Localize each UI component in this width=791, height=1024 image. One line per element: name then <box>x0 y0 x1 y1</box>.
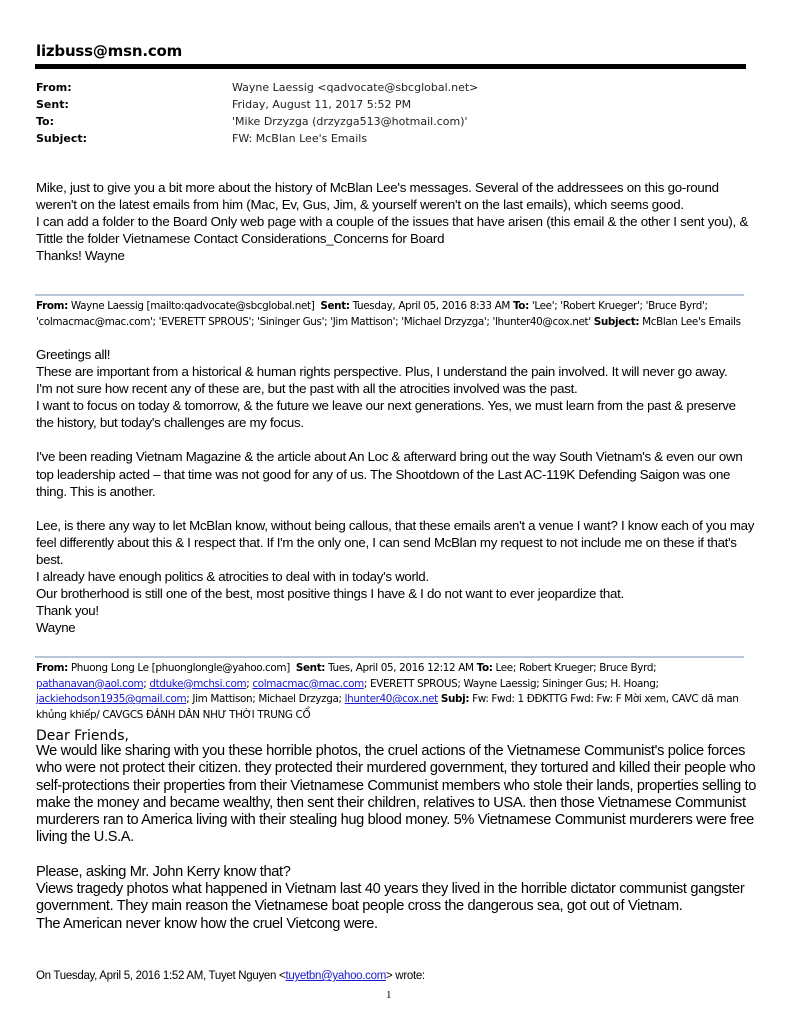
greeting: Dear Friends, <box>36 728 129 744</box>
fwd-to-value: Lee; Robert Krueger; Bruce Byrd; <box>495 662 657 674</box>
email-link[interactable]: dtduke@mchsi.com <box>149 677 247 690</box>
fwd-from-value: Phuong Long Le [phuonglongle@yahoo.com] <box>70 662 290 674</box>
email-link[interactable]: pathanavan@aol.com <box>36 677 144 690</box>
fwd-to-label: To: <box>512 300 529 312</box>
email-link[interactable]: lhunter40@cox.net <box>344 693 438 705</box>
fwd-subject-value: McBlan Lee's Emails <box>642 315 741 328</box>
quote-prefix: On Tuesday, April 5, 2016 1:52 AM, Tuyet Nguyen < <box>36 970 286 982</box>
signature: Wayne <box>36 620 76 636</box>
sent-value: Friday, August 11, 2017 5:52 PM <box>232 98 412 111</box>
body-paragraph: Lee, is there any way to let McBlan know, without being callous, that these emails aren't a venue I want? I know each of you may feel differently about this & I respect that. If I'm the only one, I can send McBlan my request to not include me on these if that's best. <box>36 517 755 567</box>
from-value: Wayne Laessig <qadvocate@sbcglobal.net> <box>232 81 479 94</box>
body-paragraph: Views tragedy photos what happened in Vietnam last 40 years they lived in the horrible dictator communist gangster government. They main reason the Vietnamese boat people cross the dangerous sea, got out of Vietnam. <box>36 881 745 915</box>
forward-separator <box>35 656 744 658</box>
message-paragraph: Mike, just to give you a bit more about the history of McBlan Lee's messages. Several of the addressees on this go-round weren't on the latest emails from him (Mac, Ev, Gus, Jim, & yourself weren't on the last emails), which seems good. <box>36 180 719 212</box>
blank-line <box>36 500 756 517</box>
sent-label: Sent: <box>36 98 69 111</box>
account-rule <box>35 64 746 69</box>
body-paragraph: These are important from a historical & human rights perspective. Plus, I understand the pain involved. It will never go away. <box>36 364 728 380</box>
subject-label: Subject: <box>36 132 88 145</box>
forward-body <box>36 743 766 933</box>
subject-value: FW: McBlan Lee's Emails <box>232 132 368 145</box>
fwd-sent-label: Sent: <box>295 662 326 674</box>
to-label: To: <box>36 115 54 128</box>
message-paragraph: I can add a folder to the Board Only web page with a couple of the issues that have arisen (this email & the other I sent you), & Tittle the folder Vietnamese Contact Considerations_Concerns for Board <box>36 214 749 246</box>
body-paragraph: I've been reading Vietnam Magazine & the article about An Loc & afterward bring out the way South Vietnam's & even our own top leadership acted – that time was not good for any of us. The Shootdown of the Last AC-119K Defending Saigon was one thing. This is another. <box>36 449 743 499</box>
forward-separator <box>35 294 744 296</box>
body-paragraph: Our brotherhood is still one of the best, most positive things I have & I do not want to ever jeopardize that. <box>36 586 624 602</box>
quote-suffix: > wrote: <box>386 970 425 982</box>
body-paragraph: Thank you! <box>36 603 99 619</box>
body-paragraph: I want to focus on today & tomorrow, & the future we leave our next generations. Yes, we must learn from the past & preserve the history, but today's challenges are my focus. <box>36 398 736 431</box>
body-paragraph: We would like sharing with you these horrible photos, the cruel actions of the Vietnamese Communist's police forces who were not protect their citizen. they protected their murdered government, they tortured and killed their people who self-protections their properties from their Vietnamese Communist members who stole their lands, properties selling to make the money and became wealthy, then sent their children, relatives to USA. then those Vietnamese Communist murderers ran to America living with their stealing hug blood money. 5% Vietnamese Communist murderers were free living the U.S.A. <box>36 743 757 846</box>
from-label: From: <box>36 81 72 94</box>
blank-line <box>36 847 766 864</box>
fwd-subject-label: Subj: <box>440 693 470 705</box>
page-number: 1 <box>386 989 392 1001</box>
blank-line <box>36 431 756 448</box>
fwd-subject-label: Subject: <box>593 315 640 328</box>
body-paragraph: I already have enough politics & atrocities to deal with in today's world. <box>36 569 429 585</box>
forward-body <box>36 346 756 636</box>
header-subject-row <box>36 130 736 147</box>
fwd-subject-value: Fw: Fwd: 1 ĐĐKTTG Fwd: Fw: F Mời xem, CAVC dã man khủng khiếp/ CAVGCS ĐÁNH DÂN NHƯ THỜI TRUNG CỔ <box>36 693 739 721</box>
fwd-from-label: From: <box>36 662 68 674</box>
fwd-sent-value: Tuesday, April 05, 2016 8:33 AM <box>352 300 510 312</box>
fwd-from-label: From: <box>36 300 68 312</box>
forward-header: From: Phuong Long Le [phuonglongle@yahoo.com] Sent: Tues, April 05, 2016 12:12 AM To: Lee; Robert Krueger; Bruce Byrd; pathanavan@aol.com; dtduke@mchsi.com; colmacmac@mac.com; EVERETT SPROUS; Wayne Laessig; Sininger Gus; H. Hoang; jackiehodson1935@gmail.com; Jim Mattison; Michael Drzyzga; lhunter40@cox.net Subj: Fw: Fwd: 1 ĐĐKTTG Fwd: Fw: F Mời xem, CAVC dã man khủng khiếp/ CAVGCS ĐÁNH DÂN NHƯ THỜI TRUNG CỔ <box>36 662 739 721</box>
message-signoff: Thanks! Wayne <box>36 248 125 263</box>
fwd-to-value: EVERETT SPROUS; Wayne Laessig; Sininger Gus; H. Hoang; <box>369 677 659 690</box>
body-paragraph: Please, asking Mr. John Kerry know that? <box>36 863 291 880</box>
account-title: lizbuss@msn.com <box>36 42 183 60</box>
header-to-row <box>36 113 736 130</box>
fwd-from-value: Wayne Laessig [mailto:qadvocate@sbcglobal.net] <box>70 300 315 312</box>
fwd-to-label: To: <box>476 662 493 674</box>
fwd-sent-label: Sent: <box>320 300 350 312</box>
greeting: Greetings all! <box>36 347 111 362</box>
email-link[interactable]: jackiehodson1935@gmail.com <box>36 693 187 705</box>
fwd-to-value: 'Lee'; 'Robert Krueger'; 'Bruce Byrd'; 'colmacmac@mac.com'; 'EVERETT SPROUS'; 'Sininger Gus'; 'Jim Mattison'; 'Michael Drzyzga'; 'lhunter40@cox.net' <box>36 300 708 328</box>
body-paragraph: I'm not sure how recent any of these are, but the past with all the atrocities involved was the past. <box>36 381 578 397</box>
fwd-to-value: Jim Mattison; Michael Drzyzga; <box>192 693 342 705</box>
message-body <box>36 179 756 264</box>
email-header <box>36 79 736 147</box>
email-link[interactable]: colmacmac@mac.com <box>252 677 364 690</box>
quote-attribution <box>36 970 425 982</box>
fwd-sent-value: Tues, April 05, 2016 12:12 AM <box>328 662 474 674</box>
body-paragraph: The American never know how the cruel Vietcong were. <box>36 915 378 932</box>
email-link[interactable]: tuyetbn@yahoo.com <box>285 970 386 982</box>
to-value: 'Mike Drzyzga (drzyzga513@hotmail.com)' <box>232 115 468 128</box>
forward-header <box>36 299 756 330</box>
header-from-row <box>36 79 736 96</box>
header-sent-row <box>36 96 736 113</box>
